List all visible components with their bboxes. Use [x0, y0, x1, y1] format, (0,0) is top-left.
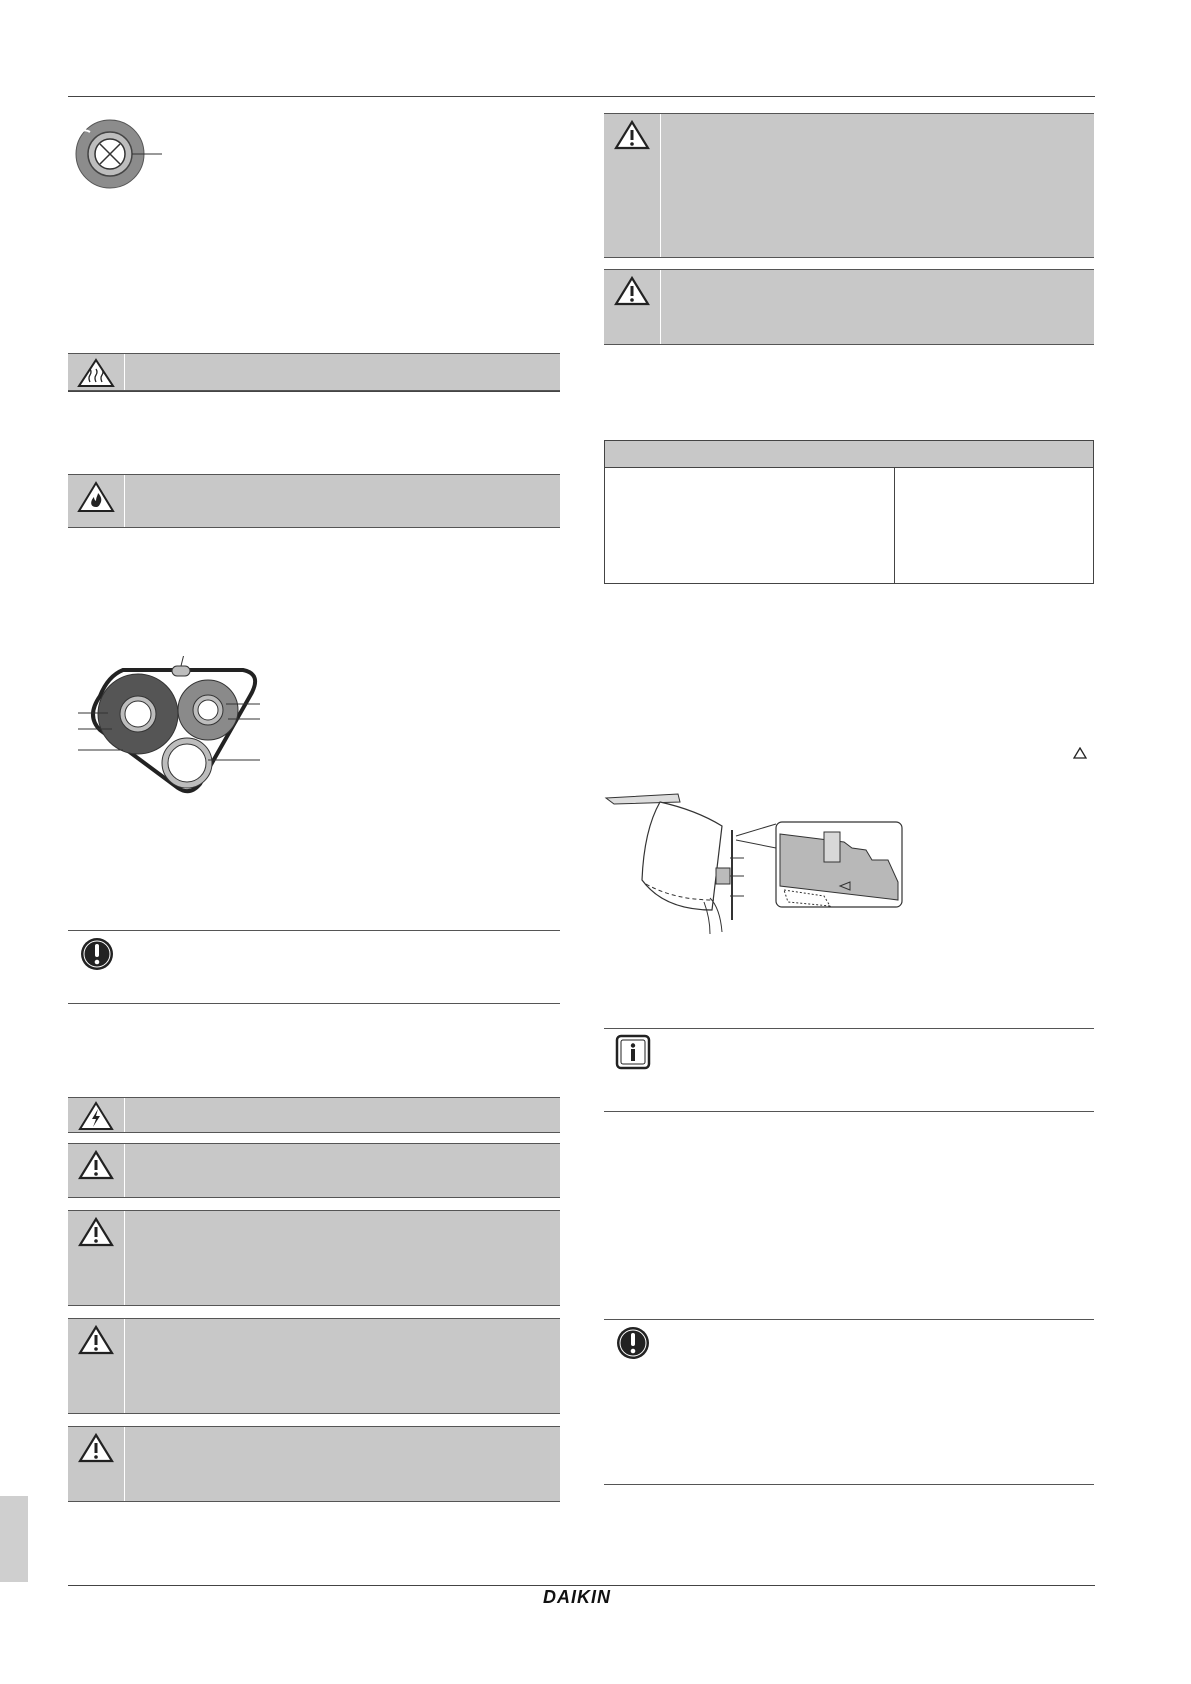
pipe-bundle-illustration [78, 656, 268, 796]
important-notice [604, 1319, 1094, 1485]
warning-icon [614, 276, 650, 306]
flammable-notice [68, 474, 560, 528]
electrical-hazard-icon [78, 1101, 114, 1131]
hot-surface-icon [77, 358, 115, 388]
important-icon [615, 1325, 651, 1361]
warning-icon [78, 1217, 114, 1247]
flammable-icon [77, 481, 115, 513]
important-icon [79, 936, 115, 972]
warning-icon [78, 1325, 114, 1355]
header-rule [68, 96, 1095, 97]
warning-notice [68, 1426, 560, 1502]
table-cell [895, 468, 1094, 584]
spec-table [604, 440, 1094, 584]
hot-surface-notice [68, 353, 560, 391]
electrical-hazard-notice [68, 1097, 560, 1133]
warning-icon [78, 1150, 114, 1180]
divider [68, 391, 560, 392]
information-icon [615, 1034, 651, 1070]
table-cell [605, 468, 895, 584]
information-notice [604, 1028, 1094, 1112]
important-notice [68, 930, 560, 1004]
warning-notice [604, 113, 1094, 258]
warning-notice [68, 1318, 560, 1414]
installation-illustration [604, 790, 904, 940]
warning-notice [604, 269, 1094, 345]
warning-icon [614, 120, 650, 150]
triangle-marker-icon [1073, 747, 1087, 759]
warning-icon [78, 1433, 114, 1463]
warning-notice [68, 1143, 560, 1198]
valve-illustration [70, 114, 170, 190]
warning-notice [68, 1210, 560, 1306]
table-header [605, 441, 1094, 468]
section-side-tab [0, 1496, 28, 1582]
brand-logo: DAIKIN [543, 1587, 611, 1607]
footer-rule [68, 1585, 1095, 1586]
